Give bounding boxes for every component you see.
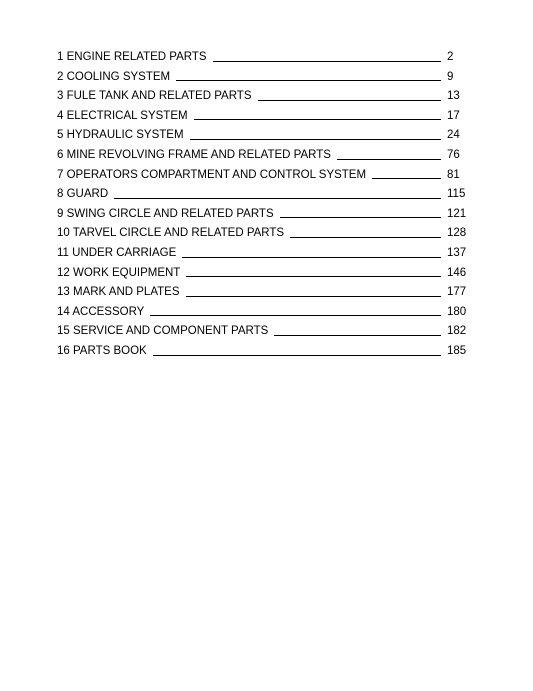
toc-entry[interactable] [57, 220, 477, 240]
toc-entry[interactable] [57, 318, 477, 338]
toc-entry-page: 185 [447, 345, 467, 357]
toc-entry-title: 13 MARK AND PLATES [57, 286, 180, 299]
toc-entry-title: 8 GUARD [57, 188, 109, 201]
toc-entry[interactable] [57, 181, 477, 201]
toc-entry[interactable] [57, 240, 477, 260]
toc-entry[interactable] [57, 279, 477, 299]
toc-entry[interactable] [57, 122, 477, 142]
toc-leader-line [213, 61, 441, 62]
table-of-contents [57, 44, 477, 358]
toc-entry-page: 182 [447, 325, 467, 338]
toc-entry-page: 115 [447, 188, 466, 201]
toc-entry-page: 137 [447, 247, 467, 260]
toc-entry[interactable] [57, 260, 477, 280]
toc-entry-title: 9 SWING CIRCLE AND RELATED PARTS [57, 207, 274, 220]
toc-entry-page: 17 [447, 109, 460, 122]
toc-entry-page: 81 [447, 168, 460, 181]
toc-leader-line [153, 355, 441, 356]
toc-leader-line [194, 119, 441, 120]
toc-leader-line [114, 198, 441, 199]
toc-entry-page: 2 [447, 51, 454, 64]
toc-entry-title: 10 TARVEL CIRCLE AND RELATED PARTS [57, 227, 285, 240]
toc-leader-line [290, 237, 441, 238]
toc-leader-line [176, 80, 441, 81]
toc-entry[interactable] [57, 103, 477, 123]
toc-entry-title: 7 OPERATORS COMPARTMENT AND CONTROL SYSTEM [57, 168, 367, 181]
toc-leader-line [280, 217, 441, 218]
toc-leader-line [337, 159, 441, 160]
toc-entry-title: 14 ACCESSORY [57, 305, 145, 318]
toc-entry-page: 146 [447, 266, 467, 279]
toc-entry[interactable] [57, 64, 477, 84]
toc-entry-title: 16 PARTS BOOK [57, 345, 147, 357]
toc-entry-title: 12 WORK EQUIPMENT [57, 266, 181, 279]
toc-entry-page: 24 [447, 129, 460, 142]
toc-entry-title: 2 COOLING SYSTEM [57, 70, 171, 83]
toc-entry[interactable] [57, 162, 477, 182]
toc-entry-title: 1 ENGINE RELATED PARTS [57, 51, 207, 64]
toc-entry-page: 180 [447, 305, 467, 318]
toc-entry-title: 11 UNDER CARRIAGE [57, 247, 177, 260]
toc-leader-line [186, 296, 442, 297]
toc-leader-line [186, 276, 441, 277]
toc-leader-line [274, 335, 441, 336]
toc-entry-title: 4 ELECTRICAL SYSTEM [57, 109, 188, 122]
toc-entry[interactable] [57, 44, 477, 64]
toc-entry-page: 121 [447, 207, 467, 220]
toc-entry[interactable] [57, 201, 477, 221]
toc-entry-page: 128 [447, 227, 467, 240]
toc-leader-line [190, 139, 441, 140]
toc-entry[interactable] [57, 142, 477, 162]
toc-leader-line [150, 315, 441, 316]
toc-leader-line [372, 178, 441, 179]
toc-leader-line [182, 257, 441, 258]
toc-entry-page: 9 [447, 70, 454, 83]
toc-entry-title: 15 SERVICE AND COMPONENT PARTS [57, 325, 269, 338]
toc-entry-title: 5 HYDRAULIC SYSTEM [57, 129, 184, 142]
toc-entry-page: 76 [447, 149, 460, 162]
toc-entry[interactable] [57, 338, 477, 358]
toc-entry[interactable] [57, 83, 477, 103]
toc-leader-line [258, 100, 442, 101]
toc-entry-page: 177 [447, 286, 467, 299]
toc-entry-title: 6 MINE REVOLVING FRAME AND RELATED PARTS [57, 149, 331, 162]
toc-entry-page: 13 [447, 90, 460, 103]
toc-entry-title: 3 FULE TANK AND RELATED PARTS [57, 90, 252, 103]
toc-entry[interactable] [57, 299, 477, 319]
